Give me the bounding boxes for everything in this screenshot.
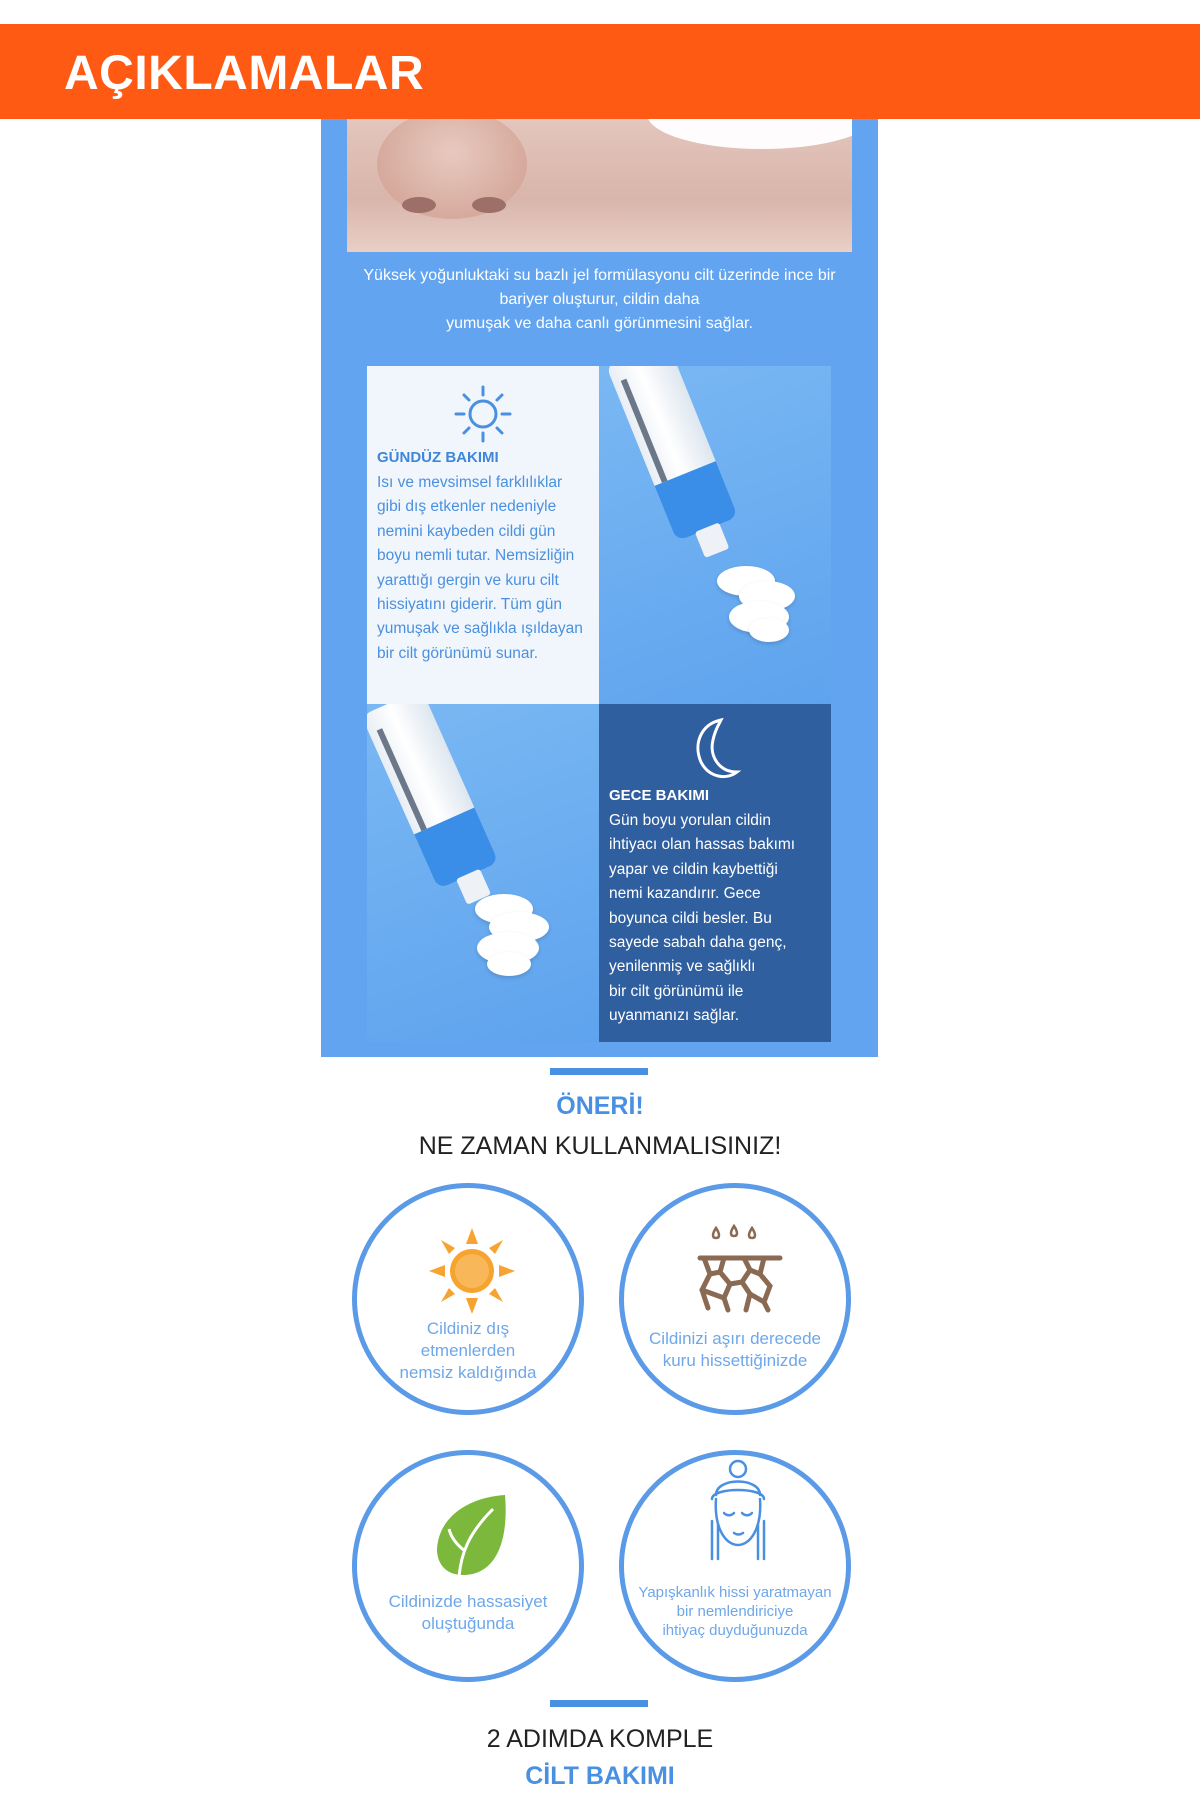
- recommendation-circle-sun: [352, 1183, 584, 1415]
- sun-icon: [427, 1226, 517, 1316]
- face-icon: [702, 1459, 774, 1569]
- product-tube-image: [599, 366, 831, 704]
- skin-photo: [347, 119, 852, 252]
- header-title: AÇIKLAMALAR: [64, 47, 425, 100]
- day-care-title: GÜNDÜZ BAKIMI: [377, 449, 499, 466]
- recommendation-circle-face: [619, 1450, 851, 1682]
- day-care-text: Isı ve mevsimsel farklılıklar gibi dış etkenler nedeniyle nemini kaybeden cildi gün boyu nemli tutar. Nemsizliğin yarattığı gergin ve kuru cilt hissiyatını giderir. Tüm gün yumuşak ve sağlıkla ışıldayan bir cilt görünümü sunar.: [377, 474, 583, 662]
- circle-text-2: Cildinizi aşırı derecede kuru hissettiğinizde: [649, 1329, 821, 1370]
- night-care-title: GECE BAKIMI: [609, 787, 710, 804]
- header-banner: [0, 24, 1200, 119]
- steps-title-line1: 2 ADIMDA KOMPLE: [486, 1725, 714, 1753]
- dry-skin-icon: [694, 1224, 786, 1314]
- recommendation-circle-dry: [619, 1183, 851, 1415]
- night-care-text: Gün boyu yorulan cildin ihtiyacı olan hassas bakımı yapar ve cildin kaybettiği nemi kazandırır. Gece boyunca cildi besler. Bu sayede sabah daha genç, yenilenmiş ve sağlıklı bir cilt görünümü ile uyanmanızı sağlar.: [609, 812, 796, 1025]
- product-tube-image-2: [367, 704, 599, 1042]
- circle-text-3: Cildinizde hassasiyet oluştuğunda: [388, 1592, 548, 1633]
- care-grid: [367, 366, 831, 1042]
- circle-text-1: Cildiniz dış etmenlerden nemsiz kaldığında: [399, 1319, 537, 1382]
- day-care-card: [367, 366, 599, 704]
- recommendation-title: NE ZAMAN KULLANMALISINIZ!: [418, 1132, 782, 1160]
- moon-icon: [687, 716, 743, 780]
- product-panel: [321, 119, 878, 1057]
- sun-outline-icon: [453, 384, 513, 444]
- panel-caption: Yüksek yoğunluktaki su bazlı jel formülasyonu cilt üzerinde ince bir bariyer oluşturur, cildin daha yumuşak ve daha canlı görünmesini sağlar.: [363, 267, 836, 332]
- steps-title-line2: CİLT BAKIMI: [525, 1762, 675, 1790]
- recommendation-label: ÖNERİ!: [556, 1092, 644, 1120]
- recommendation-circle-leaf: [352, 1450, 584, 1682]
- section-divider: [550, 1068, 648, 1075]
- section-divider-2: [550, 1700, 648, 1707]
- leaf-icon: [431, 1491, 515, 1581]
- circle-text-4: Yapışkanlık hissi yaratmayan bir nemlendiriciye ihtiyaç duyduğunuzda: [638, 1584, 832, 1639]
- night-care-card: [599, 704, 831, 1042]
